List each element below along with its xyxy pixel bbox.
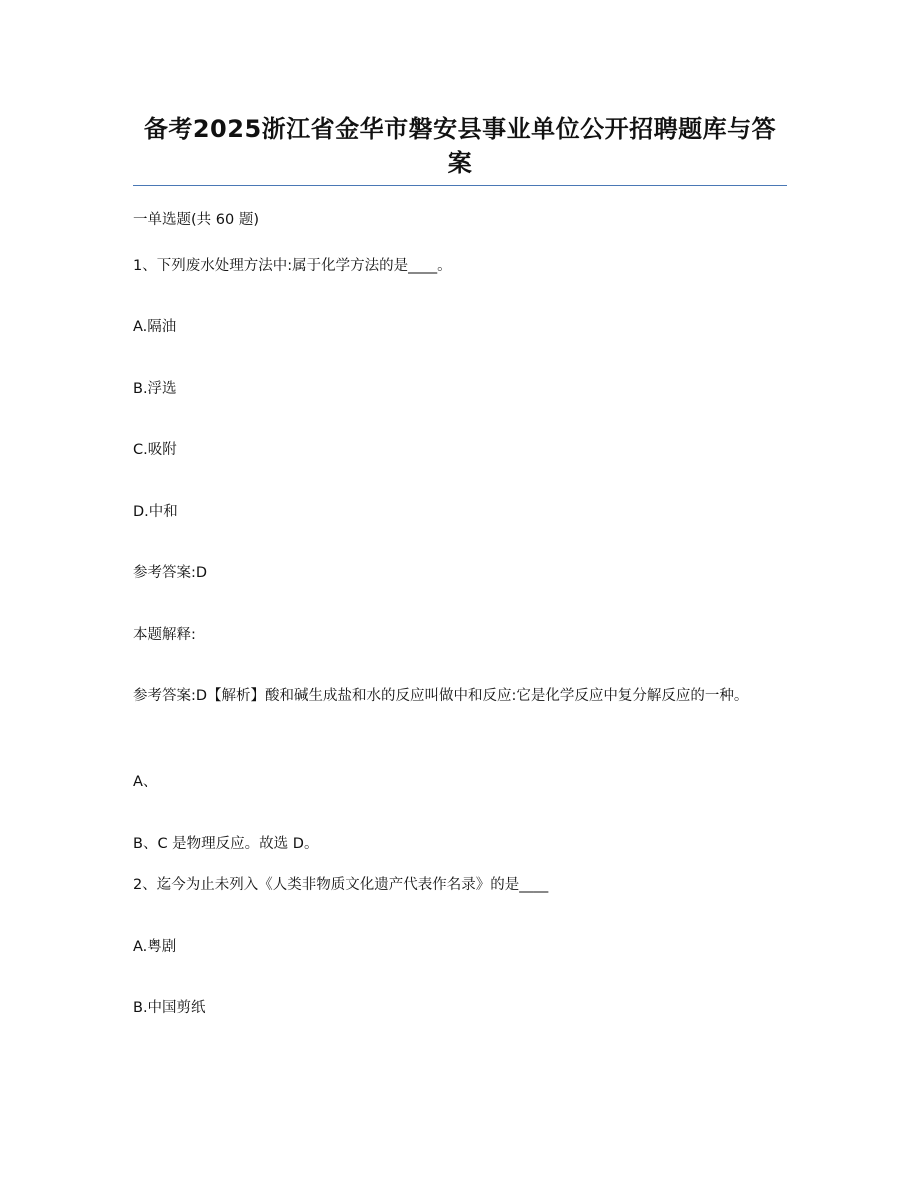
question-1-option-a: A.隔油 — [133, 319, 177, 335]
question-1-option-d: D.中和 — [133, 504, 178, 520]
document-title: 备考2025浙江省金华市磐安县事业单位公开招聘题库与答案 — [143, 115, 777, 177]
section-header: 一单选题(共 60 题) — [133, 212, 259, 228]
question-1-analysis-text: 参考答案:D【解析】酸和碱生成盐和水的反应叫做中和反应:它是化学反应中复分解反应的一种。 — [133, 688, 749, 704]
question-1-answer: 参考答案:D — [133, 565, 208, 581]
question-2-option-b: B.中国剪纸 — [133, 1000, 206, 1016]
question-1-stem: 1、下列废水处理方法中:属于化学方法的是____。 — [133, 258, 452, 274]
question-1-option-c: C.吸附 — [133, 442, 177, 458]
title-divider — [133, 185, 787, 186]
question-1-analysis-label: 本题解释: — [133, 627, 196, 643]
question-2-stem: 2、迄今为止未列入《人类非物质文化遗产代表作名录》的是____ — [133, 877, 549, 893]
question-2-option-a: A.粤剧 — [133, 939, 177, 955]
question-1-analysis-extra-1: A、 — [133, 774, 158, 790]
question-1-option-b: B.浮选 — [133, 381, 177, 397]
question-1-analysis-extra-2: B、C 是物理反应。故选 D。 — [133, 836, 319, 852]
